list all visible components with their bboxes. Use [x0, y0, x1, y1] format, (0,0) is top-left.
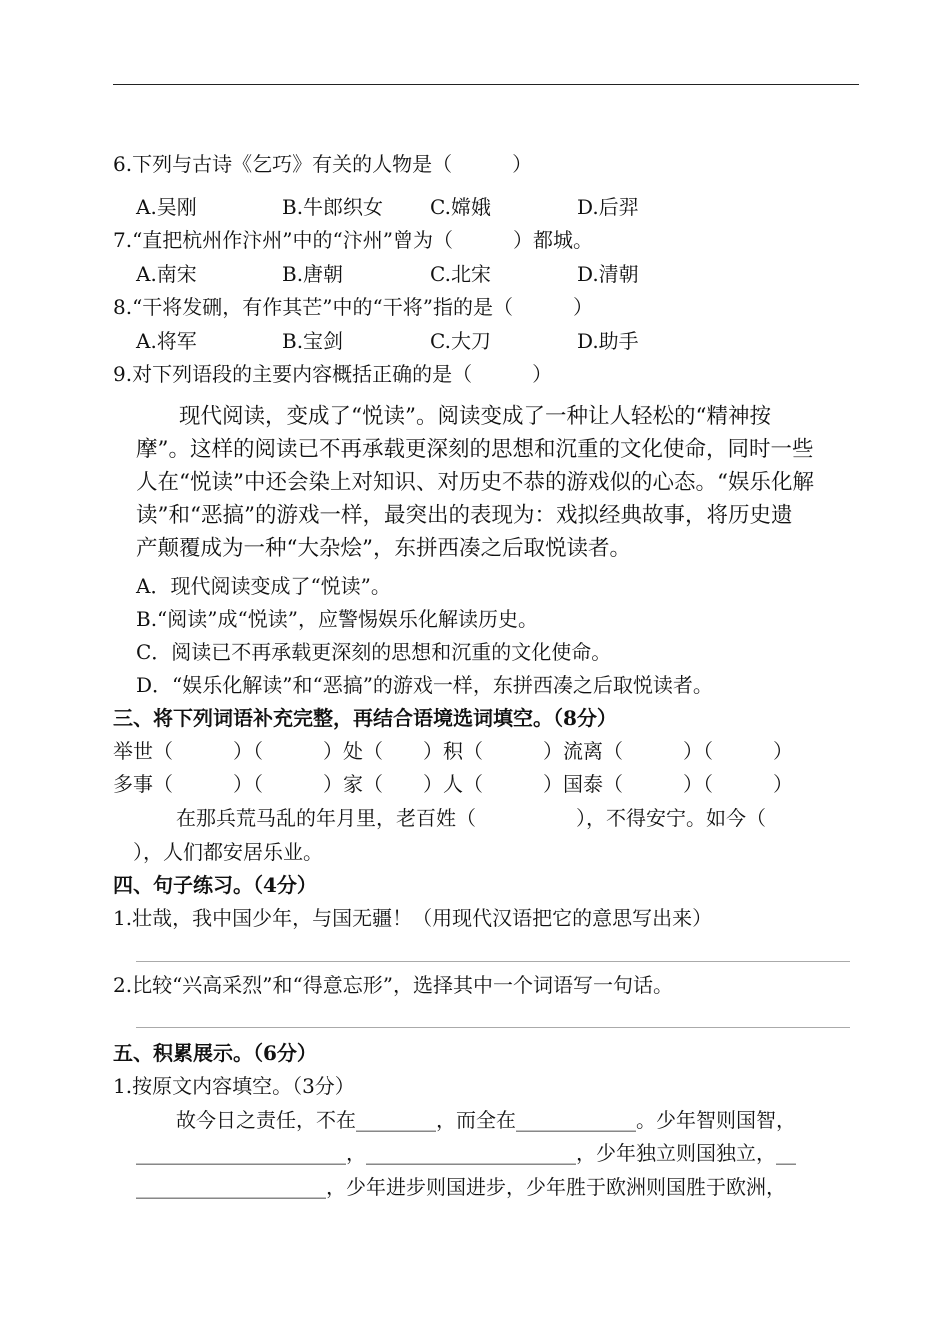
recite-fill-line: _____________________，_____________________，少年独立则国独立，__	[136, 1141, 796, 1165]
q6-option-d: D.后羿	[577, 195, 639, 219]
q6-stem: 6.下列与古诗《乞巧》有关的人物是（ ）	[113, 152, 533, 176]
section5-heading: 五、积累展示。（6分）	[113, 1041, 317, 1065]
q9-option-b: B.“阅读”成“悦读”，应警惕娱乐化解读历史。	[136, 607, 538, 631]
fill-paragraph-line: 在那兵荒马乱的年月里，老百姓（ ），不得安宁。如今（	[136, 806, 766, 830]
q9-stem: 9.对下列语段的主要内容概括正确的是（ ）	[113, 362, 553, 386]
recite-fill-line: 故今日之责任，不在________，而全在____________。少年智则国智，	[136, 1108, 796, 1132]
top-rule	[113, 84, 859, 85]
q9-option-d: D．“娱乐化解读”和“恶搞”的游戏一样，东拼西凑之后取悦读者。	[136, 673, 713, 697]
q9-passage-line: 摩”。这样的阅读已不再承载更深刻的思想和沉重的文化使命，同时一些	[136, 437, 814, 462]
q7-option-d: D.清朝	[577, 262, 639, 286]
s4-question-1: 1.壮哉，我中国少年，与国无疆！（用现代汉语把它的意思写出来）	[113, 906, 713, 930]
idiom-row-2: 多事（ ）（ ）家（ ）人（ ）国泰（ ）（ ）	[113, 772, 793, 796]
q9-option-a: A．现代阅读变成了“悦读”。	[136, 574, 391, 598]
fill-paragraph-line: ），人们都安居乐业。	[113, 840, 323, 864]
q7-option-a: A.南宋	[136, 262, 197, 286]
s4-question-2: 2.比较“兴高采烈”和“得意忘形”，选择其中一个词语写一句话。	[113, 973, 673, 997]
q6-option-c: C.嫦娥	[430, 195, 491, 219]
q7-stem: 7.“直把杭州作汴州”中的“汴州”曾为（ ）都城。	[113, 228, 593, 252]
answer-line-2	[136, 1027, 850, 1028]
recite-fill-line: ___________________，少年进步则国进步，少年胜于欧洲则国胜于欧洲，	[136, 1175, 786, 1199]
q8-option-b: B.宝剑	[282, 329, 344, 353]
q8-option-c: C.大刀	[430, 329, 491, 353]
s5-question-1: 1.按原文内容填空。（3分）	[113, 1074, 355, 1098]
q9-option-c: C．阅读已不再承载更深刻的思想和沉重的文化使命。	[136, 640, 612, 664]
q8-option-d: D.助手	[577, 329, 639, 353]
answer-line-1	[136, 961, 850, 962]
q7-option-c: C.北宋	[430, 262, 491, 286]
section3-heading: 三、将下列词语补充完整，再结合语境选词填空。（8分）	[113, 706, 617, 730]
q9-passage-line: 人在“悦读”中还会染上对知识、对历史不恭的游戏似的心态。“娱乐化解	[136, 470, 814, 495]
q9-passage-line: 产颠覆成为一种“大杂烩”，东拼西凑之后取悦读者。	[136, 536, 631, 561]
section4-heading: 四、句子练习。（4分）	[113, 873, 317, 897]
q8-stem: 8.“干将发硎，有作其芒”中的“干将”指的是（ ）	[113, 295, 593, 319]
q9-passage-line: 读”和“恶搞”的游戏一样，最突出的表现为：戏拟经典故事，将历史遗	[136, 503, 793, 528]
q9-passage-line: 现代阅读，变成了“悦读”。阅读变成了一种让人轻松的“精神按	[136, 404, 771, 429]
q8-option-a: A.将军	[136, 329, 197, 353]
idiom-row-1: 举世（ ）（ ）处（ ）积（ ）流离（ ）（ ）	[113, 739, 793, 763]
q6-option-b: B.牛郎织女	[282, 195, 384, 219]
q7-option-b: B.唐朝	[282, 262, 344, 286]
q6-option-a: A.吴刚	[136, 195, 197, 219]
